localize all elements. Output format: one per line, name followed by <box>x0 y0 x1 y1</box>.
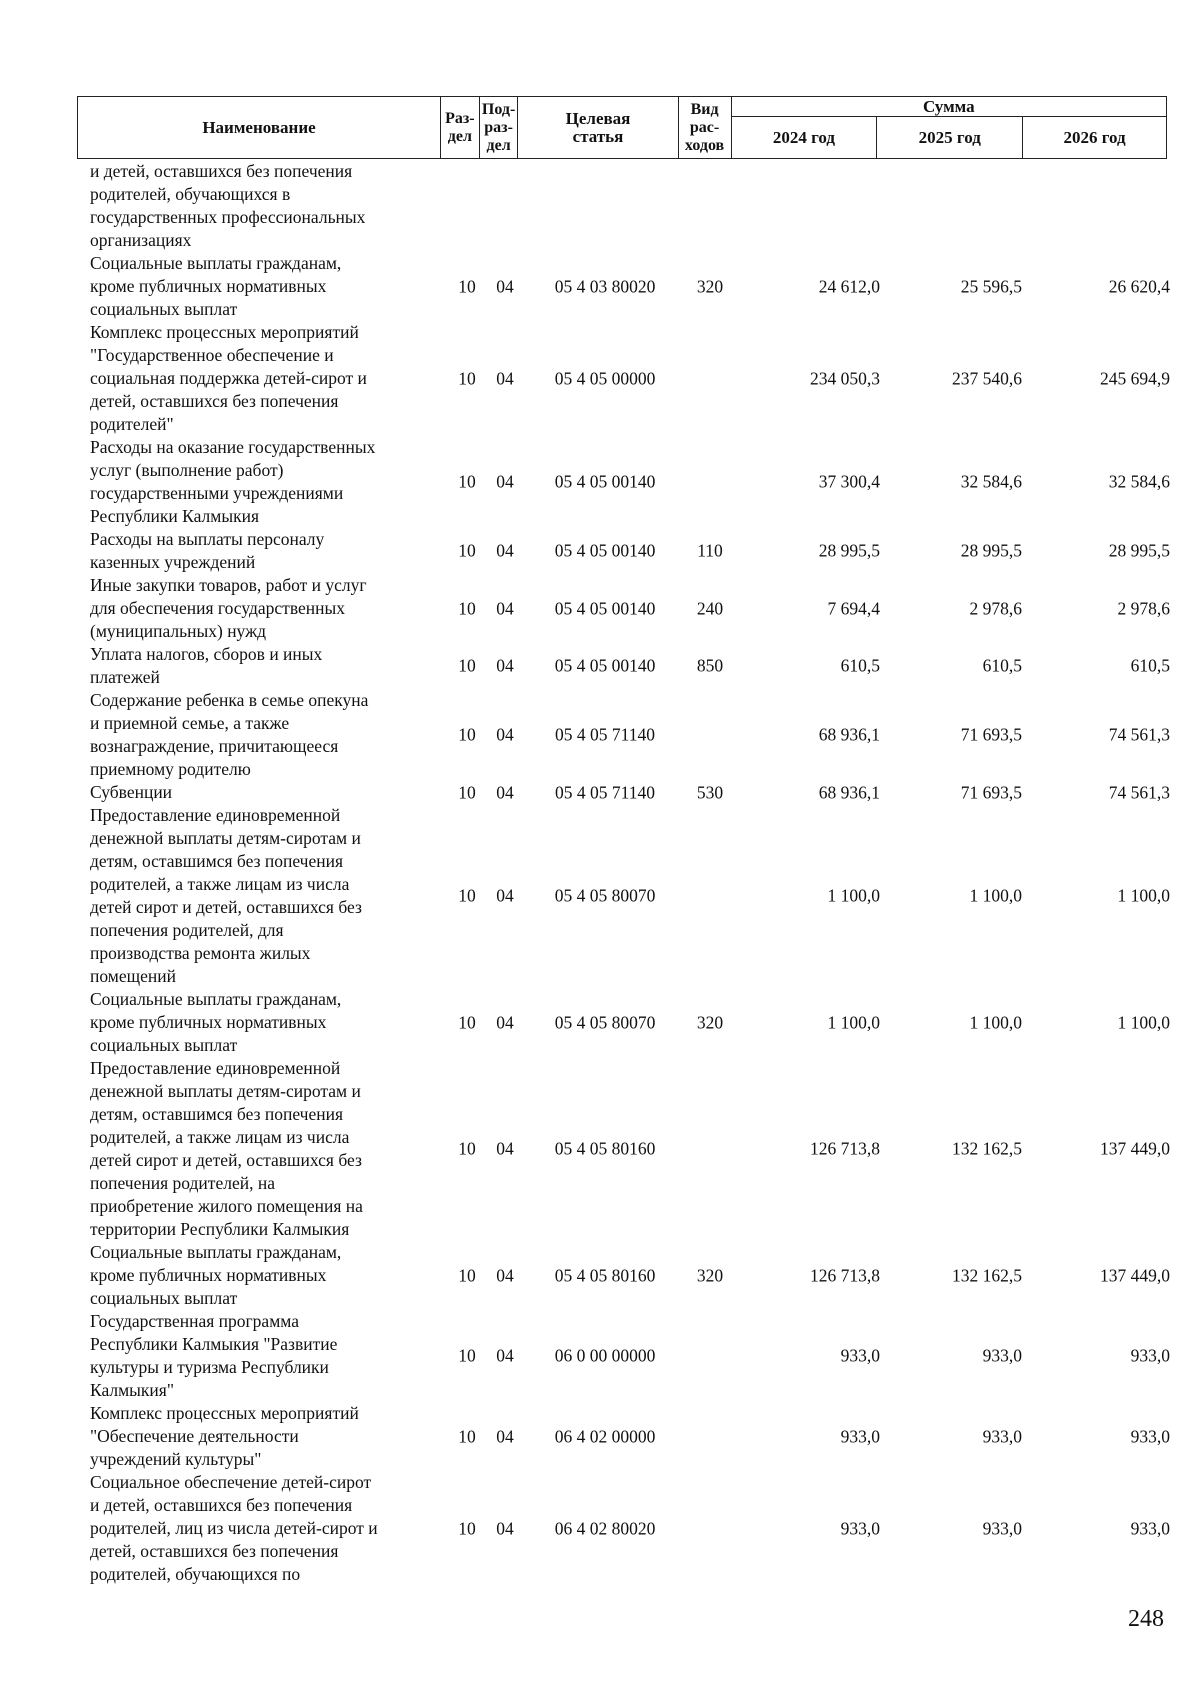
row-razdel: 10 <box>458 471 476 492</box>
row-podrazdel: 04 <box>496 368 514 388</box>
row-podrazdel: 04 <box>496 276 514 296</box>
header-target: Целевая статья <box>518 97 678 159</box>
row-target: 05 4 05 80160 <box>554 1265 656 1285</box>
row-podrazdel: 04 <box>496 655 514 676</box>
row-razdel: 10 <box>458 1345 476 1366</box>
row-sum-2026: 74 561,3 <box>1108 724 1170 745</box>
row-name: Иные закупки товаров, работ и услуг для обеспечения государственных (муниципальных) нужд <box>90 575 367 641</box>
row-sum-2026: 933,0 <box>1130 1426 1170 1446</box>
header-2025: 2025 год <box>877 117 1023 159</box>
row-vid: 320 <box>696 276 724 296</box>
row-sum-2025: 28 995,5 <box>960 540 1022 561</box>
row-sum-2025: 2 978,6 <box>969 598 1022 618</box>
row-name: Социальное обеспечение детей-сирот и детей, оставшихся без попечения родителей, лиц из числа детей-сирот и детей, оставшихся без попечения родителей, обучающихся по <box>90 1472 378 1584</box>
row-sum-2025: 32 584,6 <box>960 471 1022 492</box>
row-razdel: 10 <box>458 655 476 676</box>
row-name: Комплекс процессных мероприятий "Государственное обеспечение и социальная поддержка детей-сирот и детей, оставшихся без попечения родителей" <box>90 322 367 434</box>
row-sum-2025: 132 162,5 <box>952 1265 1022 1285</box>
row-razdel: 10 <box>458 1138 476 1159</box>
page-number: 248 <box>1128 1606 1164 1632</box>
row-sum-2025: 132 162,5 <box>952 1138 1022 1159</box>
row-target: 06 4 02 80020 <box>554 1518 656 1538</box>
row-target: 06 4 02 00000 <box>554 1426 656 1446</box>
row-name: и детей, оставшихся без попечения родителей, обучающихся в государственных профессиональных организациях <box>90 161 366 250</box>
row-target: 05 4 05 80160 <box>554 1138 656 1159</box>
header-vid: Вид рас- ходов <box>678 97 731 159</box>
row-name: Социальные выплаты гражданам, кроме публичных нормативных социальных выплат <box>90 989 342 1055</box>
row-name: Социальные выплаты гражданам, кроме публичных нормативных социальных выплат <box>90 253 342 319</box>
row-target: 05 4 05 00140 <box>554 598 656 618</box>
table-row <box>0 1241 1200 1310</box>
row-sum-2026: 610,5 <box>1130 655 1170 676</box>
row-sum-2025: 25 596,5 <box>960 276 1022 296</box>
row-razdel: 10 <box>458 1012 476 1032</box>
row-vid: 320 <box>696 1012 724 1032</box>
table-row <box>0 252 1200 321</box>
row-sum-2026: 1 100,0 <box>1117 1012 1170 1032</box>
row-sum-2025: 933,0 <box>982 1345 1022 1366</box>
row-target: 05 4 05 80070 <box>554 1012 656 1032</box>
table-header <box>77 96 1167 159</box>
row-target: 05 4 03 80020 <box>554 276 656 296</box>
table-row <box>0 528 1200 574</box>
row-name: Комплекс процессных мероприятий "Обеспечение деятельности учреждений культуры" <box>90 1403 359 1469</box>
row-name: Расходы на оказание государственных услуг (выполнение работ) государственными учреждениями Республики Калмыкия <box>90 437 376 526</box>
row-sum-2024: 1 100,0 <box>827 885 880 906</box>
row-sum-2026: 32 584,6 <box>1108 471 1170 492</box>
table-row <box>0 643 1200 689</box>
row-sum-2026: 28 995,5 <box>1108 540 1170 561</box>
row-podrazdel: 04 <box>496 1345 514 1366</box>
row-razdel: 10 <box>458 1265 476 1285</box>
row-name: Предоставление единовременной денежной выплаты детям-сиротам и детям, оставшимся без попечения родителей, а также лицам из числа детей сирот и детей, оставшихся без попечения родителей, для производства ремонта жилых помещений <box>90 805 362 986</box>
row-sum-2024: 933,0 <box>840 1345 880 1366</box>
row-sum-2026: 137 449,0 <box>1100 1265 1170 1285</box>
row-sum-2024: 933,0 <box>840 1518 880 1538</box>
row-razdel: 10 <box>458 598 476 618</box>
row-target: 05 4 05 00140 <box>554 471 656 492</box>
table-row <box>0 574 1200 643</box>
row-target: 05 4 05 71140 <box>555 724 655 745</box>
row-podrazdel: 04 <box>496 885 514 906</box>
row-vid: 850 <box>696 655 724 676</box>
row-sum-2026: 26 620,4 <box>1108 276 1170 296</box>
row-sum-2024: 126 713,8 <box>810 1138 880 1159</box>
header-summa: Сумма <box>731 97 1166 117</box>
row-sum-2026: 2 978,6 <box>1117 598 1170 618</box>
row-name: Субвенции <box>90 782 173 802</box>
row-sum-2026: 933,0 <box>1130 1518 1170 1538</box>
row-target: 05 4 05 00140 <box>554 655 656 676</box>
header-podrazdel: Под- раз- дел <box>479 97 518 159</box>
row-podrazdel: 04 <box>496 782 514 802</box>
row-razdel: 10 <box>458 782 476 802</box>
header-razdel: Раз- дел <box>441 97 480 159</box>
row-name: Социальные выплаты гражданам, кроме публичных нормативных социальных выплат <box>90 1242 342 1308</box>
table-row <box>0 1310 1200 1402</box>
table-row <box>0 321 1200 436</box>
row-sum-2024: 234 050,3 <box>810 368 880 388</box>
row-razdel: 10 <box>458 276 476 296</box>
table-row <box>0 1471 1200 1586</box>
row-podrazdel: 04 <box>496 540 514 561</box>
row-podrazdel: 04 <box>496 1012 514 1032</box>
row-sum-2024: 1 100,0 <box>827 1012 880 1032</box>
row-razdel: 10 <box>458 368 476 388</box>
row-podrazdel: 04 <box>496 724 514 745</box>
row-vid: 110 <box>697 540 723 561</box>
row-target: 05 4 05 71140 <box>555 782 655 802</box>
row-sum-2026: 74 561,3 <box>1108 782 1170 802</box>
row-sum-2024: 7 694,4 <box>827 598 880 618</box>
row-podrazdel: 04 <box>496 1265 514 1285</box>
row-podrazdel: 04 <box>496 1518 514 1538</box>
table-row <box>0 436 1200 528</box>
table-row <box>0 804 1200 988</box>
row-vid: 530 <box>696 782 724 802</box>
row-razdel: 10 <box>458 540 476 561</box>
row-sum-2025: 237 540,6 <box>952 368 1022 388</box>
row-sum-2025: 610,5 <box>982 655 1022 676</box>
row-sum-2024: 28 995,5 <box>818 540 880 561</box>
row-sum-2024: 933,0 <box>840 1426 880 1446</box>
table-row <box>0 781 1200 804</box>
row-target: 05 4 05 00000 <box>554 368 656 388</box>
row-podrazdel: 04 <box>496 598 514 618</box>
row-name: Уплата налогов, сборов и иных платежей <box>90 644 323 687</box>
row-sum-2025: 933,0 <box>982 1518 1022 1538</box>
row-vid: 320 <box>696 1265 724 1285</box>
header-name: Наименование <box>78 97 441 159</box>
table-row <box>0 689 1200 781</box>
row-sum-2024: 68 936,1 <box>818 724 880 745</box>
header-2024: 2024 год <box>731 117 877 159</box>
row-sum-2026: 245 694,9 <box>1100 368 1170 388</box>
row-sum-2025: 71 693,5 <box>960 782 1022 802</box>
table-row <box>0 160 1200 252</box>
row-razdel: 10 <box>458 1426 476 1446</box>
row-sum-2025: 71 693,5 <box>960 724 1022 745</box>
row-target: 05 4 05 80070 <box>554 885 656 906</box>
row-sum-2025: 933,0 <box>982 1426 1022 1446</box>
row-name: Расходы на выплаты персоналу казенных учреждений <box>90 529 325 572</box>
row-sum-2026: 933,0 <box>1130 1345 1170 1366</box>
row-target: 05 4 05 00140 <box>554 540 656 561</box>
row-sum-2025: 1 100,0 <box>969 885 1022 906</box>
row-sum-2026: 137 449,0 <box>1100 1138 1170 1159</box>
row-vid: 240 <box>696 598 724 618</box>
row-razdel: 10 <box>458 885 476 906</box>
row-sum-2024: 610,5 <box>840 655 880 676</box>
row-sum-2025: 1 100,0 <box>969 1012 1022 1032</box>
row-name: Государственная программа Республики Калмыкия "Развитие культуры и туризма Республики Калмыкия" <box>90 1311 338 1400</box>
table-row <box>0 988 1200 1057</box>
row-podrazdel: 04 <box>496 1138 514 1159</box>
row-target: 06 0 00 00000 <box>554 1345 656 1366</box>
header-2026: 2026 год <box>1023 117 1167 159</box>
row-name: Предоставление единовременной денежной выплаты детям-сиротам и детям, оставшимся без попечения родителей, а также лицам из числа детей сирот и детей, оставшихся без попечения родителей, на приобретение жилого помещения на территории Республики Калмыкия <box>90 1058 363 1239</box>
row-sum-2024: 126 713,8 <box>810 1265 880 1285</box>
row-sum-2024: 68 936,1 <box>818 782 880 802</box>
row-razdel: 10 <box>458 724 476 745</box>
row-sum-2024: 24 612,0 <box>818 276 880 296</box>
row-podrazdel: 04 <box>496 1426 514 1446</box>
row-sum-2026: 1 100,0 <box>1117 885 1170 906</box>
row-name: Содержание ребенка в семье опекуна и приемной семье, а также вознаграждение, причитающееся приемному родителю <box>90 690 369 779</box>
table-row <box>0 1402 1200 1471</box>
row-sum-2024: 37 300,4 <box>818 471 880 492</box>
row-podrazdel: 04 <box>496 471 514 492</box>
row-razdel: 10 <box>458 1518 476 1538</box>
table-row <box>0 1057 1200 1241</box>
